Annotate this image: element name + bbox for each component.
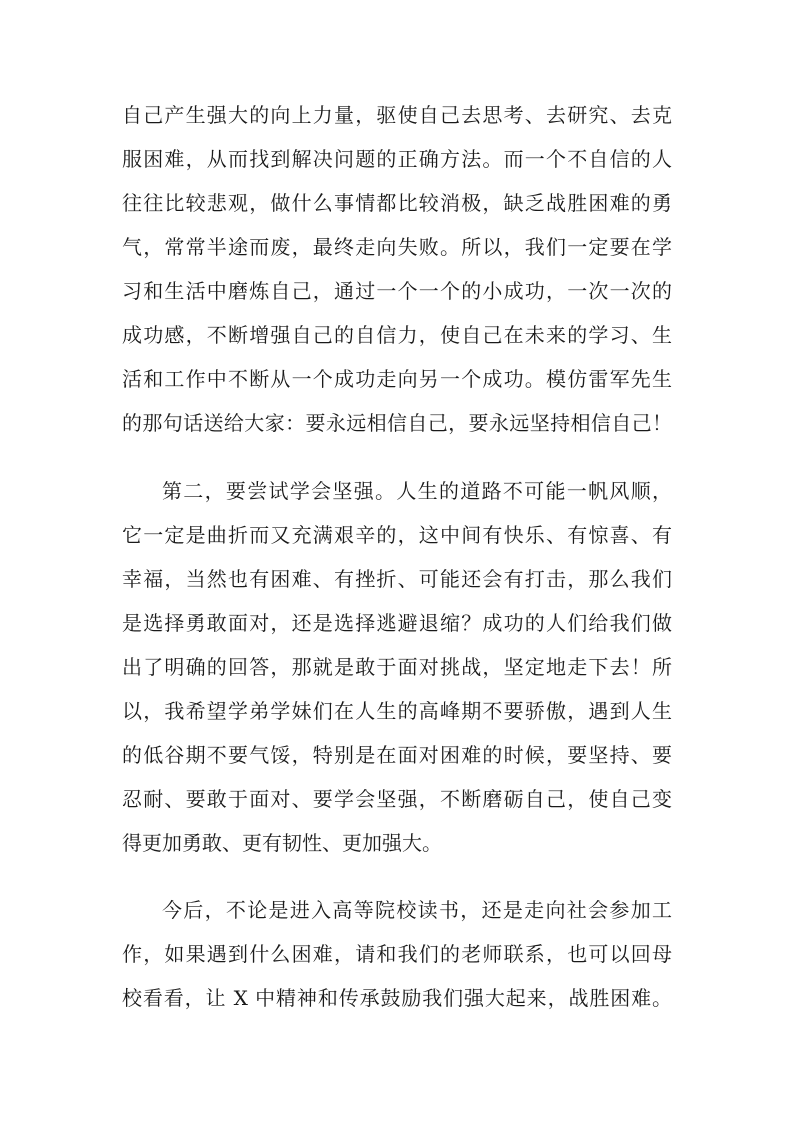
paragraph-line: 气，常常半途而废，最终走向失败。所以，我们一定要在学 bbox=[122, 235, 672, 259]
paragraph-line: 的那句话送给大家：要永远相信自己，要永远坚持相信自己！ bbox=[122, 411, 672, 435]
paragraph-line: 习和生活中磨炼自己，通过一个一个的小成功，一次一次的 bbox=[122, 279, 672, 303]
paragraph-line: 以，我希望学弟学妹们在人生的高峰期不要骄傲，遇到人生 bbox=[122, 699, 672, 723]
paragraph-line: 自己产生强大的向上力量，驱使自己去思考、去研究、去克 bbox=[122, 103, 672, 127]
paragraph-line: 忍耐、要敢于面对、要学会坚强，不断磨砺自己，使自己变 bbox=[122, 787, 672, 811]
paragraph-line: 服困难，从而找到解决问题的正确方法。而一个不自信的人 bbox=[122, 147, 672, 171]
paragraph-line: 活和工作中不断从一个成功走向另一个成功。模仿雷军先生 bbox=[122, 367, 672, 391]
paragraph-line: 幸福，当然也有困难、有挫折、可能还会有打击，那么我们 bbox=[122, 567, 672, 591]
paragraph-line: 出了明确的回答，那就是敢于面对挑战，坚定地走下去！所 bbox=[122, 655, 672, 679]
paragraph-last-line: 得更加勇敢、更有韧性、更加强大。 bbox=[122, 831, 442, 855]
paragraph-first-line: 今后，不论是进入高等院校读书，还是走向社会参加工 bbox=[162, 898, 672, 922]
paragraph-line: 往往比较悲观，做什么事情都比较消极，缺乏战胜困难的勇 bbox=[122, 191, 672, 215]
paragraph-first-line: 第二，要尝试学会坚强。人生的道路不可能一帆风顺， bbox=[162, 479, 672, 503]
paragraph-line: 成功感，不断增强自己的自信力，使自己在未来的学习、生 bbox=[122, 323, 672, 347]
paragraph-line: 是选择勇敢面对，还是选择逃避退缩？成功的人们给我们做 bbox=[122, 611, 672, 635]
paragraph-line: 作，如果遇到什么困难，请和我们的老师联系，也可以回母 bbox=[122, 942, 672, 966]
paragraph-line: 校看看，让 X 中精神和传承鼓励我们强大起来，战胜困难。 bbox=[122, 986, 672, 1010]
paragraph-line: 它一定是曲折而又充满艰辛的，这中间有快乐、有惊喜、有 bbox=[122, 523, 672, 547]
paragraph-line: 的低谷期不要气馁，特别是在面对困难的时候，要坚持、要 bbox=[122, 743, 672, 767]
